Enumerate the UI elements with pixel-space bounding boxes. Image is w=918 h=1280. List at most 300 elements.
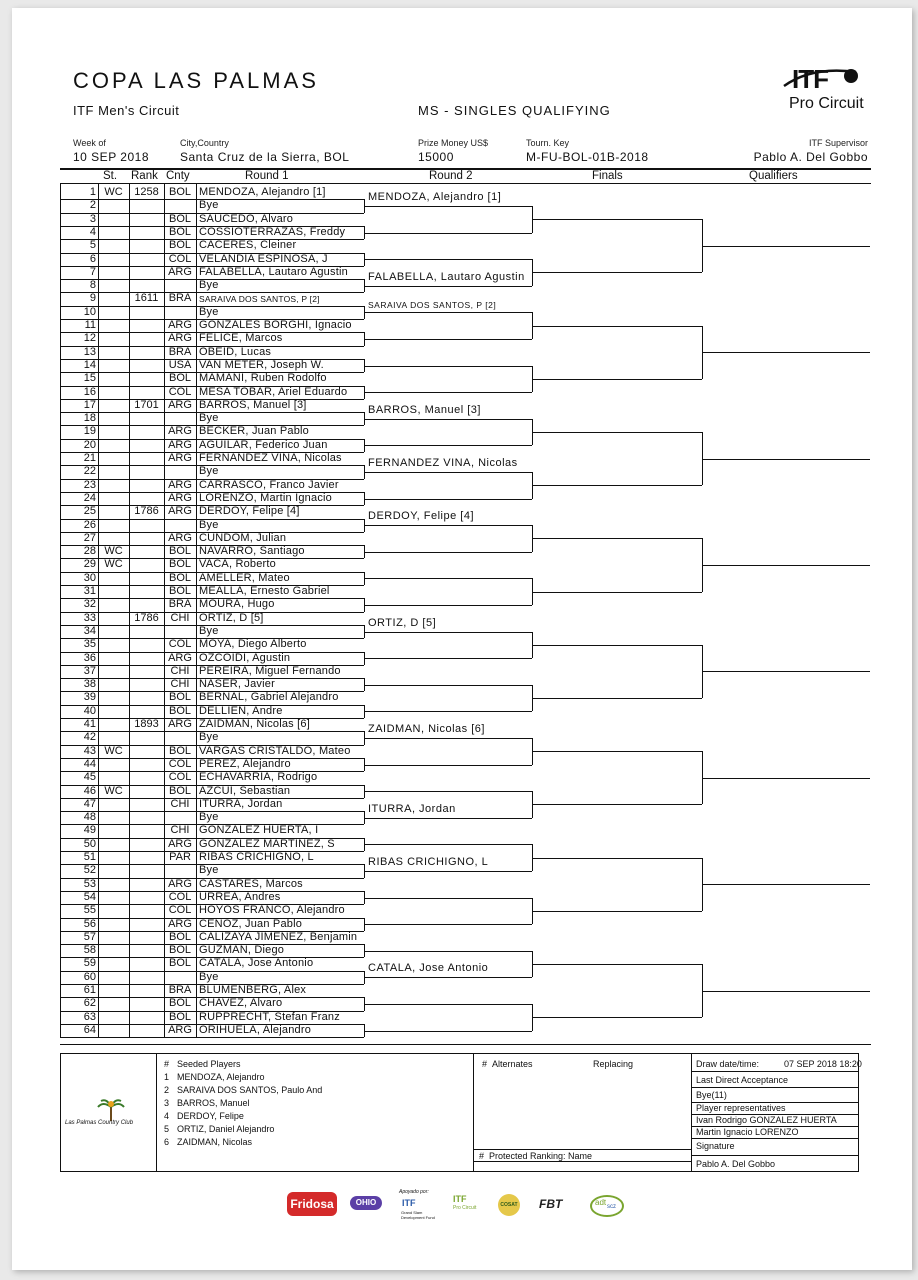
round2-line: [364, 818, 532, 819]
player-name: BARROS, Manuel [3]: [199, 398, 307, 411]
round2-player: MENDOZA, Alejandro [1]: [368, 190, 502, 203]
round2-line: [364, 924, 532, 925]
draw-position: 61: [83, 984, 96, 996]
rep-1: Ivan Rodrigo GONZALEZ HUERTA: [696, 1115, 837, 1125]
player-name: PEREIRA, Miguel Fernando: [199, 664, 341, 677]
finals-line: [532, 964, 702, 965]
player-name: CUNDOM, Julian: [199, 531, 287, 544]
draw-position: 1: [89, 186, 96, 198]
draw-position: 6: [89, 252, 96, 265]
player-name: DERDOY, Felipe [4]: [199, 505, 300, 518]
player-country: CHI: [170, 797, 190, 810]
footer-right-rule: [691, 1155, 858, 1156]
draw-position: 26: [83, 518, 96, 531]
round2-line: [364, 844, 532, 845]
player-rank: 1258: [134, 186, 159, 198]
itf-pro-circuit-logo: [782, 64, 874, 122]
player-country: ARG: [168, 438, 192, 451]
supervisor-value: Pablo A. Del Gobbo: [753, 150, 868, 164]
player-country: BOL: [168, 957, 191, 970]
draw-position: 7: [89, 265, 96, 278]
player-name: MESA TOBAR, Ariel Eduardo: [199, 385, 348, 398]
round2-line: [364, 871, 532, 872]
player-name: MOYA, Diego Alberto: [199, 638, 307, 651]
finals-line: [532, 592, 702, 593]
seed-player-name: ZAIDMAN, Nicolas: [177, 1137, 253, 1147]
qualifier-line: [702, 884, 870, 885]
player-name: BECKER, Juan Pablo: [199, 425, 309, 438]
player-country: CHI: [170, 678, 190, 691]
club-logo: [65, 1099, 151, 1129]
draw-position: 50: [83, 837, 96, 850]
player-country: BOL: [168, 558, 191, 571]
round2-player: FERNANDEZ VINA, Nicolas: [368, 456, 518, 469]
seed-status: WC: [104, 545, 123, 558]
fridosa-logo: Fridosa: [287, 1192, 337, 1216]
round2-line: [364, 685, 532, 686]
draw-position: 41: [83, 718, 96, 730]
round2-player: CATALA, Jose Antonio: [368, 962, 489, 975]
qualifier-line: [702, 778, 870, 779]
player-country: BOL: [168, 571, 191, 584]
seed-status: WC: [104, 558, 123, 571]
player-name: ZAIDMAN, Nicolas [6]: [199, 718, 310, 730]
player-country: ARG: [168, 1023, 192, 1036]
itf-logo-text: ITF: [792, 64, 828, 94]
round2-line: [364, 605, 532, 606]
finals-line: [532, 858, 702, 859]
round2-line: [364, 419, 532, 420]
player-name: FALABELLA, Lautaro Agustin: [199, 265, 348, 278]
seed-status: WC: [104, 744, 123, 757]
col-header-round1: Round 1: [245, 170, 289, 182]
table-grid-line: [60, 183, 61, 1037]
round2-line: [364, 898, 532, 899]
col-header-rank: Rank: [131, 170, 158, 182]
player-name: AGUILAR, Federico Juan: [199, 438, 328, 451]
round2-line: [364, 206, 532, 207]
seeded-title: Seeded Players: [177, 1059, 241, 1069]
draw-position: 36: [83, 651, 96, 664]
finals-line: [532, 326, 702, 327]
draw-position: 57: [83, 930, 96, 943]
draw-sheet: [12, 8, 912, 1270]
player-country: BRA: [168, 345, 192, 358]
player-country: ARG: [168, 478, 192, 491]
player-rank: 1893: [134, 718, 159, 730]
draw-position: 5: [89, 239, 96, 252]
week-value: 10 SEP 2018: [73, 150, 150, 164]
player-name: SAUCEDO, Alvaro: [199, 212, 294, 225]
draw-position: 30: [83, 571, 96, 584]
player-name: HOYOS FRANCO, Alejandro: [199, 904, 345, 917]
draw-position: 28: [83, 545, 96, 558]
footer-divider: [156, 1054, 157, 1171]
column-header-rule: [60, 183, 871, 184]
draw-position: 34: [83, 624, 96, 637]
finals-line: [532, 538, 702, 539]
player-name: AMELLER, Mateo: [199, 571, 290, 584]
draw-row-line: [60, 1037, 364, 1038]
player-name: CALIZAYA JIMENEZ, Benjamin: [199, 930, 358, 943]
player-country: BOL: [168, 225, 191, 238]
player-name: BLUMENBERG, Alex: [199, 984, 307, 996]
round2-line: [364, 499, 532, 500]
seed-number: 4: [164, 1111, 170, 1121]
player-country: ARG: [168, 877, 192, 890]
player-rank: 1701: [134, 398, 159, 411]
player-name: GONZALEZ HUERTA, I: [199, 824, 319, 837]
player-country: COL: [168, 904, 192, 917]
player-rank: 1611: [134, 292, 159, 305]
draw-position: 9: [89, 292, 96, 305]
draw-position: 3: [89, 212, 96, 225]
protected-rule: [473, 1149, 691, 1150]
pro-circuit-text: Pro Circuit: [789, 95, 864, 112]
circuit-name: ITF Men's Circuit: [73, 103, 180, 118]
round2-line: [364, 286, 532, 287]
draw-position: 29: [83, 558, 96, 571]
draw-position: 14: [83, 358, 96, 371]
player-name: FELICE, Marcos: [199, 332, 283, 345]
player-name: VAN METER, Joseph W.: [199, 358, 324, 371]
player-name: NAVARRO, Santiago: [199, 545, 305, 558]
table-grid-line: [129, 183, 130, 1037]
protected-hash: #: [479, 1151, 485, 1161]
player-country: ARG: [168, 452, 192, 464]
finals-line: [532, 698, 702, 699]
round2-line: [364, 711, 532, 712]
swoosh-icon: [782, 68, 862, 88]
player-name: LORENZO, Martin Ignacio: [199, 491, 332, 504]
player-name: CARRASCO, Franco Javier: [199, 478, 339, 491]
player-name: COSSIOTERRAZAS, Freddy: [199, 225, 346, 238]
player-country: COL: [168, 638, 192, 651]
draw-position: 24: [83, 491, 96, 504]
draw-position: 51: [83, 851, 96, 863]
player-name: OZCOIDI, Agustin: [199, 651, 291, 664]
player-country: ARG: [168, 531, 192, 544]
player-name: BERNAL, Gabriel Alejandro: [199, 691, 339, 704]
player-country: BOL: [168, 372, 191, 385]
apoyado-label: Apoyado por:: [399, 1189, 429, 1195]
player-name: GONZALEZ MARTINEZ, S: [199, 837, 335, 850]
player-country: ARG: [168, 651, 192, 664]
draw-position: 39: [83, 691, 96, 704]
draw-position: 53: [83, 877, 96, 890]
round2-line: [364, 392, 532, 393]
draw-position: 10: [83, 305, 96, 318]
itf-pc-sub: Pro Circuit: [453, 1205, 477, 1211]
seed-player-name: DERDOY, Felipe: [177, 1111, 244, 1121]
draw-date-value: 07 SEP 2018 18:20: [784, 1059, 862, 1069]
draw-date-label: Draw date/time:: [696, 1059, 760, 1069]
player-name: MEALLA, Ernesto Gabriel: [199, 585, 330, 597]
round2-line: [364, 233, 532, 234]
player-name: ORIHUELA, Alejandro: [199, 1023, 312, 1036]
draw-position: 45: [83, 771, 96, 784]
round2-line: [364, 578, 532, 579]
round2-line: [364, 366, 532, 367]
player-name: Bye: [199, 279, 219, 292]
draw-position: 17: [83, 398, 96, 411]
player-country: BRA: [168, 598, 192, 611]
round2-line: [364, 312, 532, 313]
player-name: ECHAVARRIA, Rodrigo: [199, 771, 318, 784]
last-da-label: Last Direct Acceptance: [696, 1075, 789, 1085]
draw-position: 54: [83, 890, 96, 903]
qualifier-line: [702, 246, 870, 247]
seeded-hash: #: [164, 1059, 170, 1069]
signature-label: Signature: [696, 1141, 735, 1151]
player-name: Bye: [199, 199, 219, 212]
player-name: Bye: [199, 864, 219, 877]
draw-position: 58: [83, 944, 96, 957]
player-country: BOL: [168, 784, 191, 797]
round2-line: [364, 1004, 532, 1005]
player-country: BRA: [168, 292, 192, 305]
player-name: MAMANI, Ruben Rodolfo: [199, 372, 327, 385]
signature-value: Pablo A. Del Gobbo: [696, 1159, 776, 1169]
draw-position: 20: [83, 438, 96, 451]
player-name: CHAVEZ, Alvaro: [199, 997, 283, 1010]
qualifier-line: [702, 565, 870, 566]
player-name: CENOZ, Juan Pablo: [199, 917, 303, 930]
player-name: CASTARES, Marcos: [199, 877, 303, 890]
player-name: NASER, Javier: [199, 678, 275, 691]
player-name: ITURRA, Jordan: [199, 797, 283, 810]
protected-rule-2: [473, 1161, 691, 1162]
adt-logo-text: adt: [595, 1198, 607, 1207]
draw-position: 56: [83, 917, 96, 930]
draw-position: 47: [83, 797, 96, 810]
draw-position: 15: [83, 372, 96, 385]
finals-line: [532, 379, 702, 380]
col-header-finals: Finals: [592, 170, 623, 182]
player-name: SARAIVA DOS SANTOS, P [2]: [199, 294, 320, 305]
player-name: FERNANDEZ VINA, Nicolas: [199, 452, 342, 464]
draw-position: 38: [83, 678, 96, 691]
round2-line: [364, 791, 532, 792]
player-name: VACA, Roberto: [199, 558, 276, 571]
draw-position: 13: [83, 345, 96, 358]
draw-position: 60: [83, 970, 96, 983]
ohio-logo: OHIO: [350, 1196, 382, 1210]
round2-player: SARAIVA DOS SANTOS, P [2]: [368, 300, 497, 311]
footer-right-rule: [691, 1138, 858, 1139]
draw-position: 44: [83, 757, 96, 770]
round2-line: [364, 552, 532, 553]
player-name: RIBAS CRICHIGNO, L: [199, 851, 314, 863]
seed-player-name: ORTIZ, Daniel Alejandro: [177, 1124, 275, 1134]
tourn-key-value: M-FU-BOL-01B-2018: [526, 150, 649, 164]
draw-row-line: [60, 292, 364, 293]
draw-position: 25: [83, 505, 96, 518]
player-name: Bye: [199, 465, 219, 478]
seed-player-name: SARAIVA DOS SANTOS, Paulo And: [177, 1085, 323, 1095]
player-country: ARG: [168, 505, 192, 518]
finals-line: [532, 911, 702, 912]
player-name: MOURA, Hugo: [199, 598, 275, 611]
player-country: ARG: [168, 332, 192, 345]
player-country: COL: [168, 385, 192, 398]
alternates-hash: #: [482, 1059, 488, 1069]
finals-line: [532, 645, 702, 646]
player-country: ARG: [168, 398, 192, 411]
round2-player: ORTIZ, D [5]: [368, 616, 437, 629]
seed-status: WC: [104, 186, 123, 198]
qualifier-line: [702, 671, 870, 672]
player-name: DELLIEN, Andre: [199, 704, 283, 717]
draw-position: 2: [89, 199, 96, 212]
player-country: BOL: [168, 212, 191, 225]
adt-logo-sub: scz: [607, 1204, 616, 1210]
player-country: PAR: [169, 851, 191, 863]
round2-line: [364, 765, 532, 766]
player-country: BOL: [168, 930, 191, 943]
table-grid-line: [196, 183, 197, 1037]
city-label: City,Country: [180, 138, 229, 148]
footer-box: [60, 1053, 862, 1172]
round2-player: ZAIDMAN, Nicolas [6]: [368, 722, 485, 735]
prize-value: 15000: [418, 150, 454, 164]
draw-position: 63: [83, 1010, 96, 1023]
player-name: Bye: [199, 731, 219, 744]
draw-position: 49: [83, 824, 96, 837]
player-country: BOL: [168, 704, 191, 717]
player-country: BOL: [168, 239, 191, 252]
round2-player: FALABELLA, Lautaro Agustin: [368, 270, 525, 283]
alternates-title: Alternates: [492, 1059, 533, 1069]
draw-position: 16: [83, 385, 96, 398]
player-name: RUPPRECHT, Stefan Franz: [199, 1010, 340, 1023]
seed-player-name: MENDOZA, Alejandro: [177, 1072, 265, 1082]
round2-line: [364, 259, 532, 260]
player-country: COL: [168, 890, 192, 903]
finals-line: [532, 1017, 702, 1018]
draw-position: 48: [83, 811, 96, 824]
round2-line: [364, 525, 532, 526]
player-country: BOL: [168, 997, 191, 1010]
round2-line: [364, 977, 532, 978]
player-country: COL: [168, 757, 192, 770]
club-logo-text: Las Palmas Country Club: [65, 1120, 134, 1126]
player-country: COL: [168, 252, 192, 265]
draw-position: 11: [84, 319, 96, 331]
footer-right-rule: [691, 1087, 858, 1088]
round2-player: RIBAS CRICHIGNO, L: [368, 855, 489, 868]
draw-position: 43: [83, 744, 96, 757]
round2-player: DERDOY, Felipe [4]: [368, 510, 475, 523]
col-header-qualifiers: Qualifiers: [749, 170, 798, 182]
tourn-key-label: Tourn. Key: [526, 138, 570, 148]
qualifier-line: [702, 459, 870, 460]
player-name: OBEID, Lucas: [199, 345, 272, 358]
player-country: CHI: [170, 824, 190, 837]
player-rank: 1786: [134, 611, 159, 624]
finals-line: [532, 485, 702, 486]
player-name: PEREZ, Alejandro: [199, 757, 291, 770]
draw-position: 35: [83, 638, 96, 651]
round2-line: [364, 339, 532, 340]
player-name: CACERES, Cleiner: [199, 239, 297, 252]
table-grid-line: [98, 183, 99, 1037]
player-country: USA: [168, 358, 192, 371]
round2-line: [364, 445, 532, 446]
finals-line: [532, 432, 702, 433]
player-country: BOL: [168, 944, 191, 957]
player-country: BOL: [168, 186, 191, 198]
palm-tree-icon: [97, 1099, 125, 1121]
draw-position: 23: [83, 478, 96, 491]
draw-position: 31: [83, 585, 96, 597]
player-name: Bye: [199, 305, 219, 318]
player-name: Bye: [199, 811, 219, 824]
player-country: BRA: [168, 984, 192, 996]
itf-fund-logo: ITF: [402, 1198, 416, 1208]
player-rank: 1786: [134, 505, 159, 518]
supervisor-label: ITF Supervisor: [808, 138, 868, 148]
finals-line: [532, 804, 702, 805]
finals-line: [532, 751, 702, 752]
round2-line: [364, 472, 532, 473]
player-name: AZCUI, Sebastian: [199, 784, 291, 797]
player-country: ARG: [168, 837, 192, 850]
draw-position: 55: [83, 904, 96, 917]
finals-line: [532, 272, 702, 273]
draw-position: 59: [83, 957, 96, 970]
draw-position: 32: [83, 598, 96, 611]
draw-position: 40: [83, 704, 96, 717]
player-name: Bye: [199, 970, 219, 983]
player-country: ARG: [168, 425, 192, 438]
draw-position: 27: [83, 531, 96, 544]
footer-rule: [60, 1044, 871, 1045]
player-name: VARGAS CRISTALDO, Mateo: [199, 744, 351, 757]
reps-label: Player representatives: [696, 1103, 786, 1113]
seed-number: 2: [164, 1085, 170, 1095]
cosat-logo: COSAT: [498, 1194, 520, 1216]
draw-position: 8: [89, 279, 96, 292]
player-country: ARG: [168, 917, 192, 930]
draw-position: 22: [83, 465, 96, 478]
player-country: CHI: [170, 664, 190, 677]
last-da-value: Bye(11): [696, 1090, 727, 1100]
player-name: Bye: [199, 624, 219, 637]
player-name: URREA, Andres: [199, 890, 281, 903]
seed-number: 3: [164, 1098, 170, 1108]
draw-position: 46: [83, 784, 96, 797]
draw-position: 18: [83, 412, 96, 425]
round2-line: [364, 951, 532, 952]
replacing-title: Replacing: [593, 1059, 634, 1069]
player-country: COL: [168, 771, 192, 784]
player-country: ARG: [168, 491, 192, 504]
seed-number: 1: [164, 1072, 170, 1082]
player-country: ARG: [168, 265, 192, 278]
draw-position: 52: [83, 864, 96, 877]
round2-line: [364, 738, 532, 739]
col-header-round2: Round 2: [429, 170, 473, 182]
seed-number: 6: [164, 1137, 170, 1147]
col-header-cnty: Cnty: [166, 170, 190, 182]
player-name: VELANDIA ESPINOSA, J: [199, 252, 328, 265]
player-name: MENDOZA, Alejandro [1]: [199, 186, 326, 198]
player-country: BOL: [168, 691, 191, 704]
protected-ranking-title: Protected Ranking: Name: [489, 1151, 593, 1161]
footer-right-rule: [691, 1071, 858, 1072]
itf-pc-logo: ITF: [453, 1194, 467, 1204]
